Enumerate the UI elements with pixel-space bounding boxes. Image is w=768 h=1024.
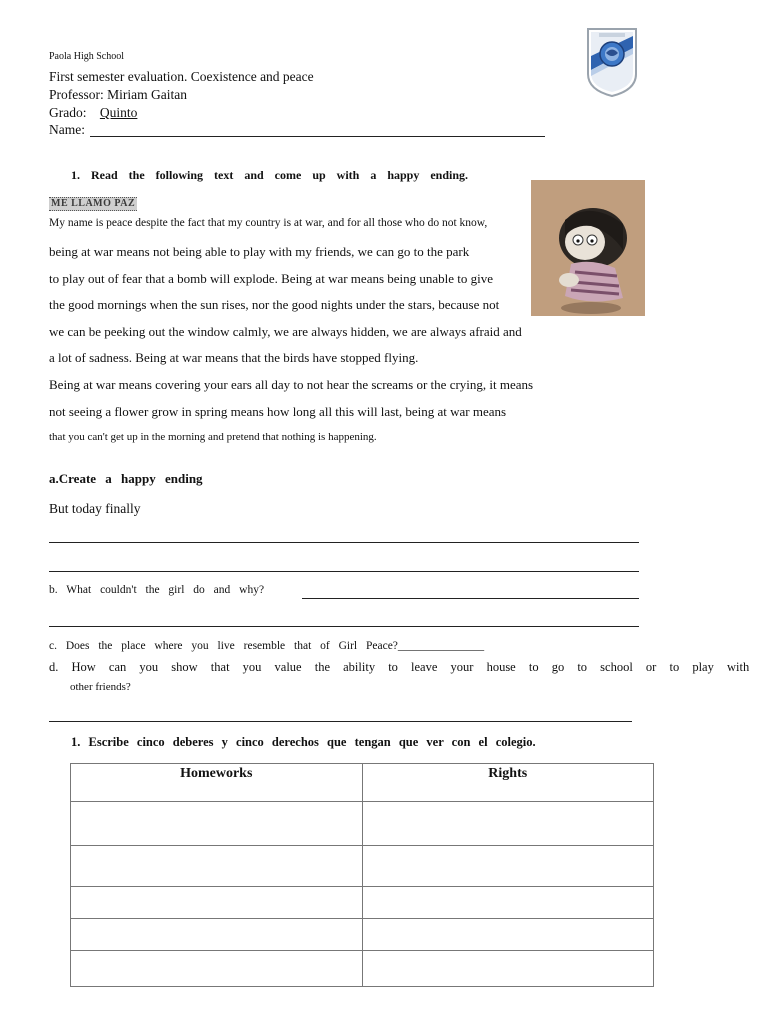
homework-cell[interactable]: [71, 802, 363, 846]
story-line: a lot of sadness. Being at war means that the birds have stopped flying.: [49, 350, 419, 365]
right-cell[interactable]: [362, 951, 654, 987]
table-row: [71, 802, 654, 846]
table-row: [71, 887, 654, 919]
answer-line[interactable]: [49, 571, 639, 572]
story-line: being at war means not being able to play with my friends, we can go to the park: [49, 244, 470, 259]
homeworks-header: Homeworks: [71, 764, 363, 802]
story-line: the good mornings when the sun rises, nor the good nights under the stars, because not: [49, 297, 500, 312]
story-title: ME LLAMO PAZ: [51, 198, 136, 209]
answer-line[interactable]: [49, 626, 639, 627]
answer-line[interactable]: [49, 542, 639, 543]
question-1-number: 1.: [71, 168, 80, 182]
story-line: My name is peace despite the fact that my country is at war, and for all those who do not know,: [49, 217, 488, 229]
evaluation-title: First semester evaluation. Coexistence and peace: [49, 69, 314, 84]
table-row: [71, 846, 654, 887]
question-1-text: Read the following text and come up with a happy ending.: [91, 168, 469, 182]
table-header-row: [71, 764, 654, 802]
homework-cell[interactable]: [71, 919, 363, 951]
right-cell[interactable]: [362, 919, 654, 951]
homework-cell[interactable]: [71, 887, 363, 919]
right-cell[interactable]: [362, 802, 654, 846]
duties-rights-table: [70, 763, 654, 987]
grade-row: [49, 104, 137, 122]
name-label: Name:: [49, 122, 85, 137]
question-1: [71, 168, 468, 183]
story-line: we can be peeking out the window calmly, we are always hidden, we are always afraid and: [49, 324, 522, 339]
question-d-continued: other friends?: [70, 681, 131, 693]
table-row: [71, 951, 654, 987]
ending-starter: But today finally: [49, 501, 141, 516]
story-line: Being at war means covering your ears all day to not hear the screams or the crying, it means: [49, 377, 534, 392]
homework-cell[interactable]: [71, 951, 363, 987]
girl-illustration: [531, 180, 645, 316]
name-answer-line[interactable]: [90, 136, 545, 137]
question-2-text: Escribe cinco deberes y cinco derechos que tengan que ver con el colegio.: [88, 735, 536, 749]
story-line: that you can't get up in the morning and pretend that nothing is happening.: [49, 431, 377, 443]
school-crest-logo: [585, 26, 639, 98]
rights-header: Rights: [362, 764, 654, 802]
professor-name: Professor: Miriam Gaitan: [49, 87, 187, 102]
table-row: [71, 919, 654, 951]
right-cell[interactable]: [362, 846, 654, 887]
question-2: [71, 735, 536, 750]
answer-line[interactable]: [302, 598, 639, 599]
right-cell[interactable]: [362, 887, 654, 919]
story-line: to play out of fear that a bomb will explode. Being at war means being unable to give: [49, 271, 494, 286]
answer-line[interactable]: [49, 721, 632, 722]
grade-label: Grado:: [49, 105, 87, 120]
question-2-number: 1.: [71, 735, 81, 749]
question-b: b. What couldn't the girl do and why?: [49, 584, 265, 596]
section-a-title: a.Create a happy ending: [49, 471, 203, 486]
grade-value: Quinto: [99, 105, 138, 120]
question-d: d. How can you show that you value the ability to leave your house to go to school or to play with: [49, 660, 750, 674]
school-name: Paola High School: [49, 51, 124, 62]
homework-cell[interactable]: [71, 846, 363, 887]
question-c: c. Does the place where you live resemble that of Girl Peace?_______________: [49, 640, 485, 652]
story-line: not seeing a flower grow in spring means how long all this will last, being at war means: [49, 404, 507, 419]
